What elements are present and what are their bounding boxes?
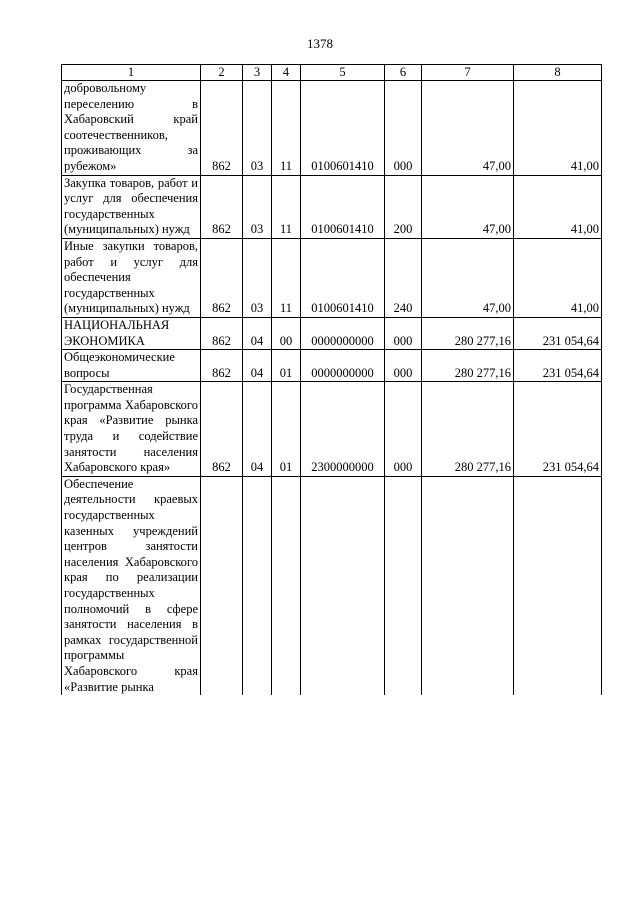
table-row <box>62 238 602 317</box>
col-header: 2 <box>201 65 243 81</box>
cell-target: 0000000000 <box>301 317 385 349</box>
cell-admin: 862 <box>201 238 243 317</box>
cell-target: 0000000000 <box>301 350 385 382</box>
cell-admin: 862 <box>201 81 243 176</box>
cell-section: 03 <box>243 238 272 317</box>
budget-table <box>61 64 602 695</box>
cell-section: 04 <box>243 382 272 477</box>
cell-section: 04 <box>243 350 272 382</box>
table-row <box>62 81 602 176</box>
cell-section: 03 <box>243 81 272 176</box>
cell-admin: 862 <box>201 350 243 382</box>
row-name: Государственная программа Хабаровского края «Развитие рынка труда и содействие занятости населения Хабаровского края» <box>62 382 201 477</box>
col-header: 4 <box>272 65 301 81</box>
cell-target: 0100601410 <box>301 175 385 238</box>
col-header: 5 <box>301 65 385 81</box>
row-name: добровольному переселению в Хабаровский край соотечественников, проживающих за рубежом» <box>62 81 201 176</box>
table-row <box>62 476 602 695</box>
cell-amount-1 <box>422 476 514 695</box>
row-name: Общеэкономические вопросы <box>62 350 201 382</box>
cell-expense-type: 240 <box>385 238 422 317</box>
cell-subsection: 01 <box>272 382 301 477</box>
row-name: Обеспечение деятельности краевых государственных казенных учреждений центров занятости населения Хабаровского края по реализации государственных полномочий в сфере занятости населения в рамках государственной программы Хабаровского края «Развитие рынка <box>62 476 201 695</box>
cell-subsection: 01 <box>272 350 301 382</box>
cell-amount-2: 231 054,64 <box>514 317 602 349</box>
cell-amount-1: 280 277,16 <box>422 350 514 382</box>
cell-subsection <box>272 476 301 695</box>
table-row <box>62 175 602 238</box>
cell-expense-type: 000 <box>385 350 422 382</box>
cell-amount-1: 280 277,16 <box>422 382 514 477</box>
row-name: Иные закупки товаров, работ и услуг для обеспечения государственных (муниципальных) нужд <box>62 238 201 317</box>
cell-section: 03 <box>243 175 272 238</box>
row-name: Закупка товаров, работ и услуг для обеспечения государственных (муниципальных) нужд <box>62 175 201 238</box>
cell-expense-type <box>385 476 422 695</box>
cell-amount-1: 280 277,16 <box>422 317 514 349</box>
page-number: 1378 <box>307 36 333 51</box>
cell-expense-type: 200 <box>385 175 422 238</box>
cell-subsection: 11 <box>272 175 301 238</box>
cell-amount-2: 41,00 <box>514 81 602 176</box>
cell-subsection: 11 <box>272 81 301 176</box>
cell-amount-2: 231 054,64 <box>514 350 602 382</box>
cell-amount-1: 47,00 <box>422 81 514 176</box>
col-header: 6 <box>385 65 422 81</box>
cell-target <box>301 476 385 695</box>
cell-amount-2: 41,00 <box>514 175 602 238</box>
table-row <box>62 317 602 349</box>
cell-admin: 862 <box>201 175 243 238</box>
cell-section: 04 <box>243 317 272 349</box>
cell-expense-type: 000 <box>385 382 422 477</box>
cell-amount-2: 231 054,64 <box>514 382 602 477</box>
col-header: 3 <box>243 65 272 81</box>
cell-subsection: 11 <box>272 238 301 317</box>
cell-target: 2300000000 <box>301 382 385 477</box>
cell-section <box>243 476 272 695</box>
cell-target: 0100601410 <box>301 238 385 317</box>
col-header: 1 <box>62 65 201 81</box>
cell-expense-type: 000 <box>385 81 422 176</box>
cell-admin: 862 <box>201 382 243 477</box>
cell-expense-type: 000 <box>385 317 422 349</box>
cell-subsection: 00 <box>272 317 301 349</box>
col-header: 7 <box>422 65 514 81</box>
cell-target: 0100601410 <box>301 81 385 176</box>
table-row <box>62 382 602 477</box>
header-row <box>62 65 602 81</box>
row-name: НАЦИОНАЛЬНАЯ ЭКОНОМИКА <box>62 317 201 349</box>
cell-amount-1: 47,00 <box>422 175 514 238</box>
cell-amount-2: 41,00 <box>514 238 602 317</box>
cell-admin <box>201 476 243 695</box>
cell-admin: 862 <box>201 317 243 349</box>
table-row <box>62 350 602 382</box>
col-header: 8 <box>514 65 602 81</box>
cell-amount-1: 47,00 <box>422 238 514 317</box>
cell-amount-2 <box>514 476 602 695</box>
